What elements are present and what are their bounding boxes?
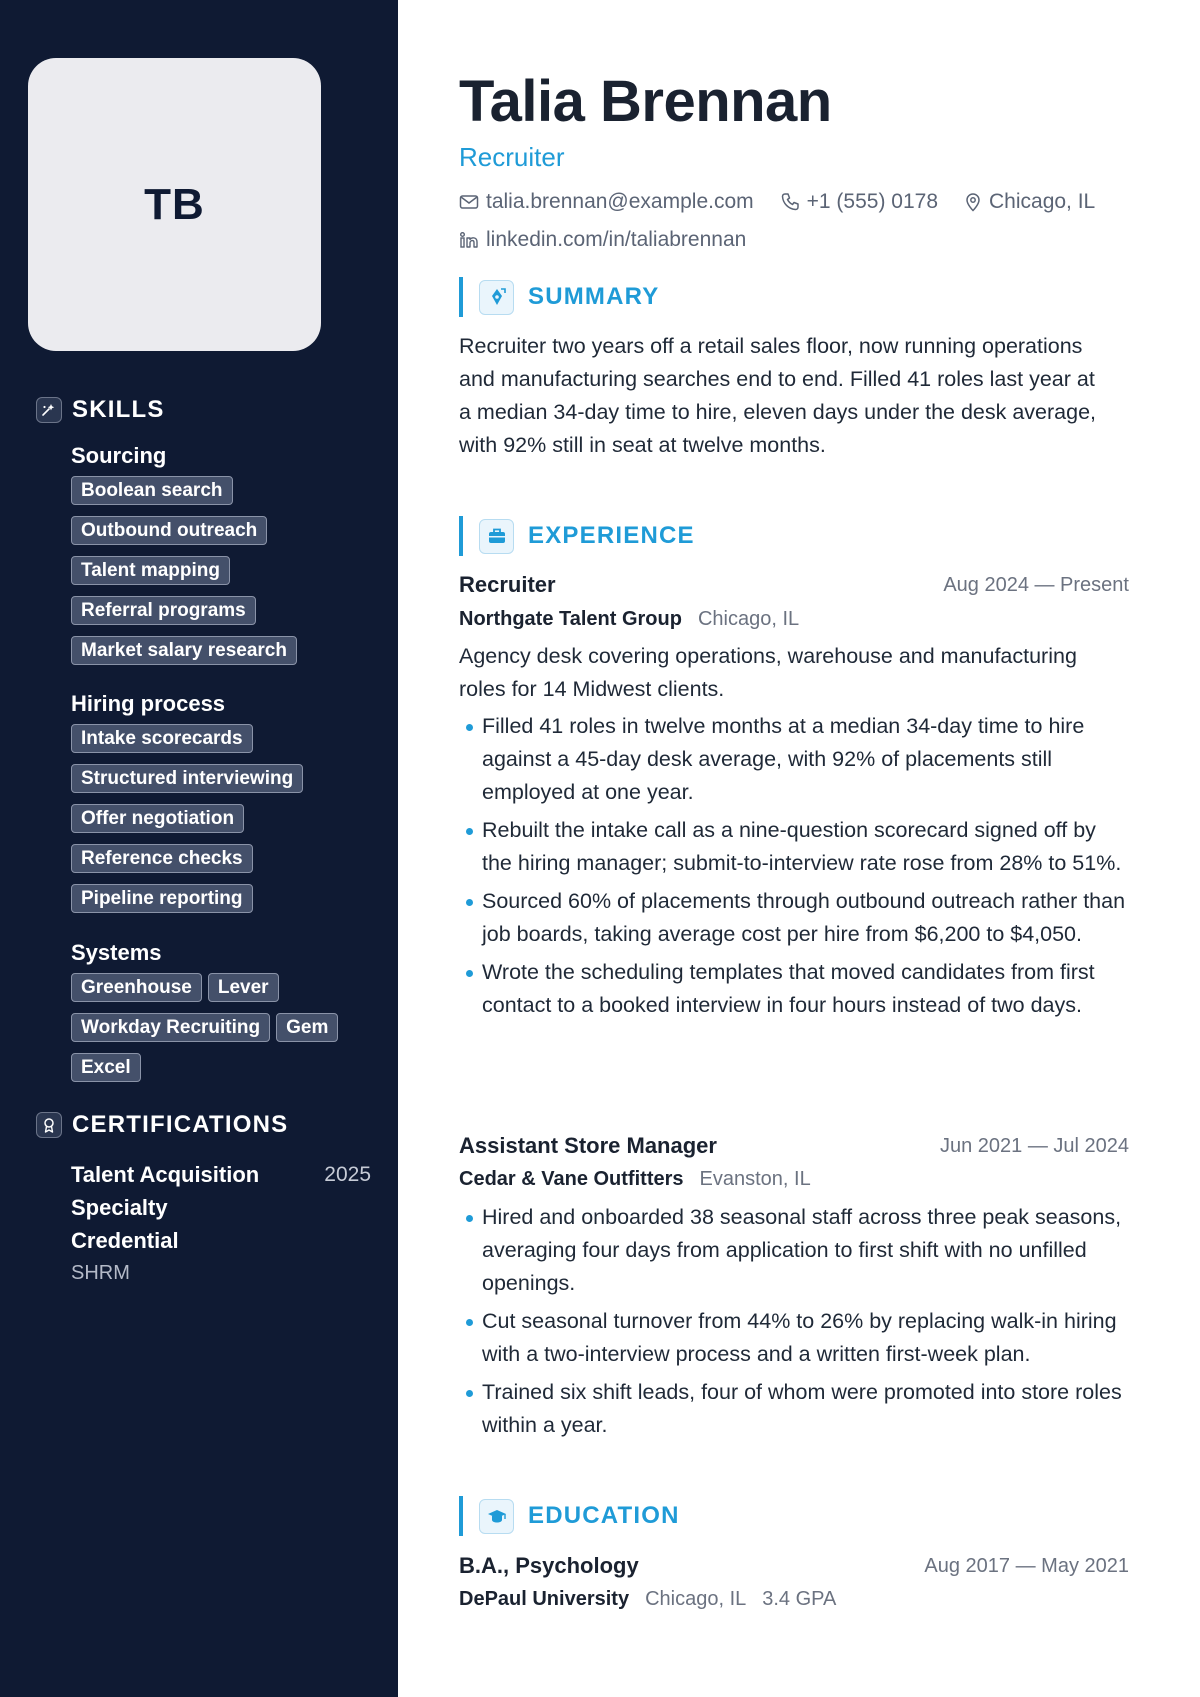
job-description: Agency desk covering operations, warehouse and manufacturing roles for 14 Midwest clients. [459, 644, 1077, 701]
skills-title: SKILLS [72, 396, 165, 423]
education-school: DePaul University [459, 1588, 630, 1610]
pen-nib-icon [479, 280, 514, 315]
candidate-role: Recruiter [459, 142, 565, 172]
job-location: Evanston, IL [699, 1168, 811, 1190]
skill-chip: Workday Recruiting [71, 1013, 270, 1042]
skill-chip: Gem [276, 1013, 338, 1042]
list-item: Sourced 60% of placements through outbound outreach rather than job boards, taking average cost per hire from $6,200 to $4,050. [459, 885, 1129, 951]
skills-heading [36, 396, 165, 424]
job-org-line [459, 608, 815, 631]
certificate-icon [36, 1112, 62, 1138]
skill-group-title: Hiring process [71, 691, 226, 716]
graduation-cap-icon [479, 1499, 514, 1534]
experience-title: EXPERIENCE [528, 522, 695, 549]
contact-row [459, 190, 1121, 214]
skill-group-systems [71, 938, 381, 1093]
skill-group-sourcing [71, 441, 381, 676]
certification-name: Talent Acquisition Specialty Credential [71, 1162, 260, 1253]
job-org-line [459, 1168, 827, 1191]
skill-chip: Intake scorecards [71, 724, 253, 753]
skills-icon [36, 397, 62, 423]
avatar [28, 58, 321, 351]
job-dates: Jun 2021 — Jul 2024 [939, 1135, 1129, 1157]
skill-chip: Talent mapping [71, 556, 230, 585]
education-heading [459, 1496, 680, 1536]
linkedin-icon [459, 230, 479, 250]
list-item: Hired and onboarded 38 seasonal staff across three peak seasons, averaging four days from application to first shift with no unfilled openings. [459, 1201, 1129, 1300]
skill-chip: Lever [208, 973, 279, 1002]
skill-chip: Pipeline reporting [71, 884, 253, 913]
skill-chip: Greenhouse [71, 973, 202, 1002]
education-title: EDUCATION [528, 1502, 680, 1529]
certifications-title: CERTIFICATIONS [72, 1111, 289, 1138]
education-gpa: 3.4 GPA [762, 1588, 837, 1610]
phone-text: +1 (555) 0178 [806, 190, 938, 213]
job-title: Recruiter [459, 572, 556, 597]
location-text: Chicago, IL [989, 190, 1096, 213]
skill-group-title: Systems [71, 940, 162, 965]
linkedin-text: linkedin.com/in/taliabrennan [486, 228, 747, 251]
skill-chip: Market salary research [71, 636, 297, 665]
phone-icon [780, 192, 800, 212]
skill-chip: Excel [71, 1053, 141, 1082]
summary-text: Recruiter two years off a retail sales floor, now running operations and manufacturing searches end to end. Filled 41 roles last year at a median 34-day time to hire, eleven days under the desk average, with 92% still in seat at twelve months. [459, 334, 1097, 457]
education-school-line [459, 1588, 852, 1611]
education-location: Chicago, IL [645, 1588, 747, 1610]
list-item: Wrote the scheduling templates that moved candidates from first contact to a booked interview in four hours instead of two days. [459, 956, 1129, 1022]
summary-title: SUMMARY [528, 283, 660, 310]
skill-chip: Offer negotiation [71, 804, 244, 833]
job-bullets [459, 710, 1129, 1027]
email-text: talia.brennan@example.com [486, 190, 754, 213]
certifications-heading [36, 1111, 288, 1139]
skill-group-hiring-process [71, 689, 381, 924]
list-item: Trained six shift leads, four of whom were promoted into store roles within a year. [459, 1376, 1129, 1442]
job-org: Northgate Talent Group [459, 608, 682, 630]
email-icon [459, 194, 479, 210]
education-degree: B.A., Psychology [459, 1553, 639, 1578]
skill-chip: Referral programs [71, 596, 256, 625]
skill-chip: Boolean search [71, 476, 233, 505]
briefcase-icon [479, 519, 514, 554]
location-pin-icon [964, 192, 982, 212]
certification-item [71, 1158, 371, 1289]
job-org: Cedar & Vane Outfitters [459, 1168, 684, 1190]
contact-location [964, 190, 1095, 214]
list-item: Cut seasonal turnover from 44% to 26% by replacing walk-in hiring with a two-interview process and a written first-week plan. [459, 1305, 1129, 1371]
contact-email[interactable] [459, 190, 754, 214]
skill-chip: Reference checks [71, 844, 253, 873]
skill-group-title: Sourcing [71, 443, 167, 468]
experience-heading [459, 516, 695, 556]
education-dates: Aug 2017 — May 2021 [924, 1555, 1129, 1577]
sidebar [0, 0, 398, 1697]
avatar-initials: TB [144, 179, 205, 229]
job-location: Chicago, IL [697, 608, 800, 630]
job-dates: Aug 2024 — Present [943, 574, 1129, 596]
job-title: Assistant Store Manager [459, 1133, 717, 1158]
contact-phone[interactable] [780, 190, 938, 214]
list-item: Filled 41 roles in twelve months at a median 34-day time to hire against a 45-day desk average, with 92% of placements still employed at one year. [459, 710, 1129, 809]
skill-chip: Outbound outreach [71, 516, 267, 545]
contact-row [459, 228, 772, 252]
job-bullets [459, 1201, 1129, 1447]
summary-heading [459, 277, 660, 317]
contact-linkedin[interactable] [459, 228, 746, 252]
list-item: Rebuilt the intake call as a nine-question scorecard signed off by the hiring manager; submit-to-interview rate rose from 28% to 51%. [459, 814, 1129, 880]
skill-chip: Structured interviewing [71, 764, 303, 793]
certification-org: SHRM [71, 1262, 130, 1284]
candidate-name: Talia Brennan [459, 69, 832, 134]
certification-year: 2025 [324, 1163, 371, 1186]
